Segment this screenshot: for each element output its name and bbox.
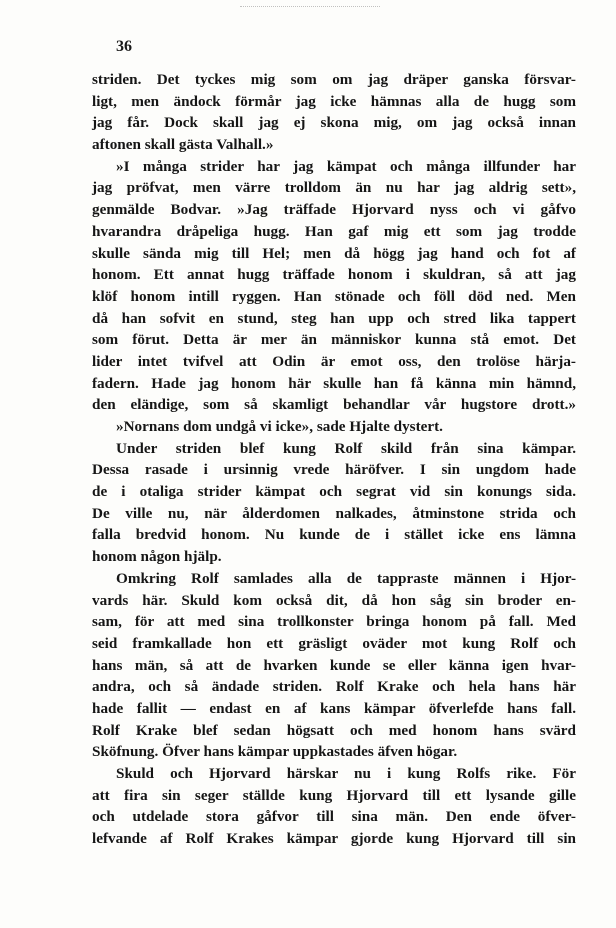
text-line: Rolf Krake blef sedan högsatt och med honom hans svärd [92,721,576,739]
text-line: Skuld och Hjorvard härskar nu i kung Rolfs rike. För [116,765,576,782]
text-line: Sköfnung. Öfver hans kämpar uppkastades äfven högar. [92,743,458,761]
text-line: vards här. Skuld kom också dit, då hon såg sin broder en- [92,591,576,609]
text-line: då han sofvit en stund, steg han upp och stred lika tappert [92,309,576,327]
text-line: sam, för att med sina trollkonster bringa honom på fall. Med [92,613,576,631]
text-line: seid framkallade hon ett gräsligt oväder mot kung Rolf och [92,634,576,652]
page-number: 36 [116,38,132,55]
text-line: jag pröfvat, men värre trolldom än nu har jag aldrig sett», [92,179,576,197]
text-line: »I många strider har jag kämpat och många illfunder har [116,157,576,175]
text-line: Dessa rasade i ursinnig vrede häröfver. I sin ungdom hade [92,461,576,479]
text-line: honom. Ett annat hugg träffade honom i skuldran, så att jag [92,266,576,284]
text-line: ligt, men ändock förmår jag icke hämnas alla de hugg som [92,92,576,110]
text-line: de i otaliga strider kämpat och segrat vid sin konungs sida. [92,483,576,501]
text-line: skulle sända mig till Hel; men då högg jag hand och fot af [92,244,576,262]
text-line: De ville nu, när ålderdomen nalkades, åtminstone strida och [92,504,576,522]
text-line: att fira sin seger ställde kung Hjorvard till ett lysande gille [92,786,576,804]
text-line: fadern. Hade jag honom här skulle han få känna min hämnd, [92,374,576,392]
text-line: den eländige, som så skamligt behandlar vår hugstore drott.» [92,396,576,414]
text-line: klöf honom intill ryggen. Han stönade och föll död ned. Men [92,287,576,305]
text-line: aftonen skall gästa Valhall.» [92,136,274,154]
text-line: falla bredvid honom. Nu kunde de i stället icke ens lämna [92,526,576,544]
body-text [92,69,576,850]
text-line: jag får. Dock skall jag ej skona mig, om jag också innan [92,114,576,132]
text-line: hans män, så att de hvarken kunde se eller känna igen hvar- [92,656,576,674]
text-line: hvarandra dråpeliga hugg. Han gaf mig ett som jag trodde [92,222,576,240]
text-line: genmälde Bodvar. »Jag träffade Hjorvard nyss och vi gåfvo [92,201,576,219]
text-line: honom någon hjälp. [92,548,222,566]
text-line: andra, och så ändade striden. Rolf Krake och hela hans här [92,678,576,696]
text-line: lefvande af Rolf Krakes kämpar gjorde kung Hjorvard till sin [92,830,576,848]
scan-artifact-mark [240,0,380,7]
text-line: striden. Det tyckes mig som om jag dräper ganska försvar- [92,71,576,88]
text-line: Omkring Rolf samlades alla de tappraste männen i Hjor- [116,569,576,587]
text-line: och utdelade stora gåfvor till sina män. Den ende öfver- [92,808,576,826]
text-line: som förut. Detta är mer än människor kunna stå emot. Det [92,331,576,349]
text-line: Under striden blef kung Rolf skild från sina kämpar. [116,439,576,457]
text-line: hade fallit — endast en af kans kämpar öfverlefde hans fall. [92,699,576,717]
text-line: lider intet tvifvel att Odin är emot oss, den trolöse härja- [92,352,576,370]
text-line: »Nornans dom undgå vi icke», sade Hjalte dystert. [116,418,443,435]
